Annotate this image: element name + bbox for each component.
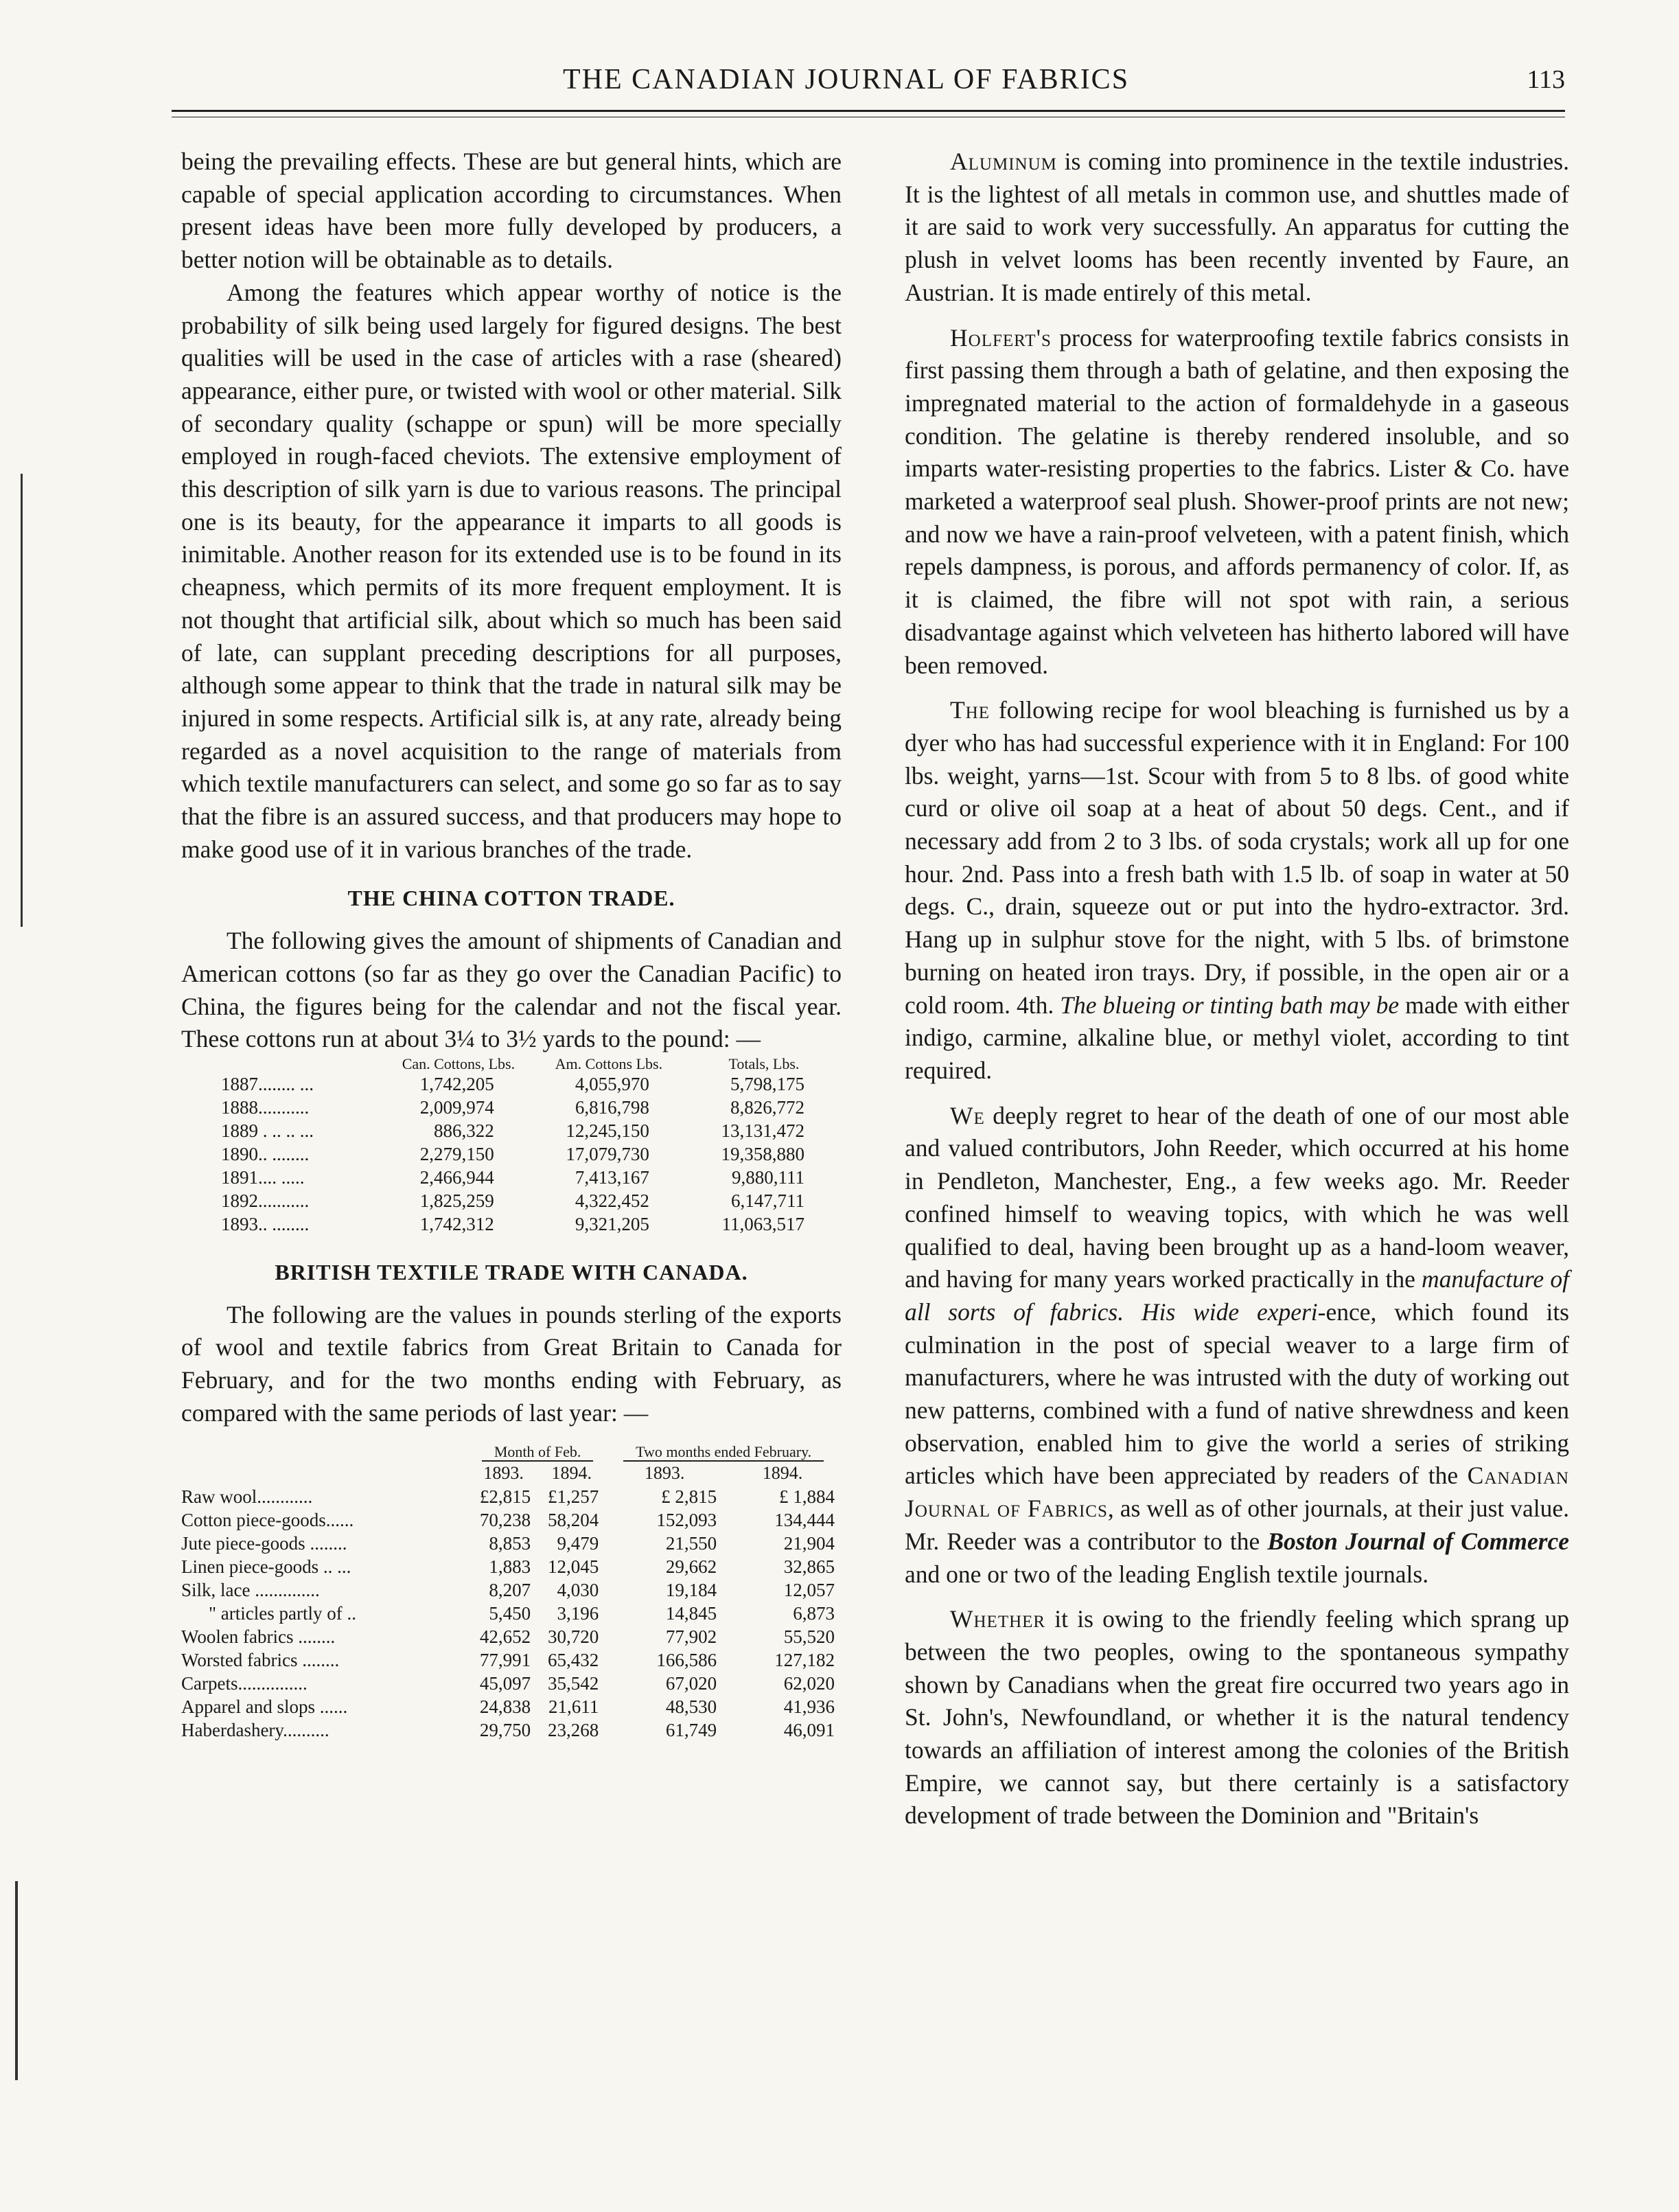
year-header: 1893. [644,1462,685,1483]
table-row: 1890.. ........ 2,279,150 17,079,730 19,358,880 [221,1143,804,1164]
margin-line-lower [15,1881,18,2080]
year-header-row [181,1462,842,1485]
two-months-header: Two months ended February. [605,1444,842,1462]
page-number: 113 [1527,65,1565,94]
british-trade-heading: BRITISH TEXTILE TRADE WITH CANADA. [275,1259,748,1284]
paragraph-silk-features: Among the features which appear worthy of notice is the probability of silk being used largely for figured designs. The best qualities will be used in the case of articles with a rase (sheared) appearance, either pure, or twisted with wool or other material. Silk of secondary quality (schappe or spun) will be more specially employed in rough-faced cheviots. The extensive employment of this description of silk yarn is due to various reasons. The principal one is its beauty, for the appearance it imparts to all goods is inimitable. Another reason for its extended use is to be found in its cheapness, which permits of its more frequent employment. It is not thought that artificial silk, about which so much has been said of late, can supplant preceding descriptions for all purposes, although some appear to think that the trade in natural silk may be injured in some respects. Artificial silk is, at any rate, already being regarded as a novel acquisition to the range of materials from which textile manufacturers can select, and some go so far as to say that the fibre is an assured success, and that producers may hope to make good use of it in various branches of the trade. [181,278,842,863]
table-row: " articles partly of .. 5,450 3,196 14,845 6,873 [209,1602,835,1624]
china-cotton-intro: The following gives the amount of shipments of Canadian and American cottons (so far as they go over the Canadian Pacific) to China, the figures being for the calendar and not the fiscal year. These cottons run at about 3¼ to 3½ yards to the pound: — [181,927,842,1053]
table-row: Woolen fabrics ........ 42,652 30,720 77,902 55,520 [181,1626,835,1647]
left-column [181,146,842,1742]
header-rule [172,110,1565,112]
british-exports-table [181,1444,842,1742]
table-row: Apparel and slops ...... 24,838 21,611 48,530 41,936 [181,1696,835,1717]
column-header: Am. Cottons Lbs. [555,1055,663,1072]
table-row: Silk, lace .............. 8,207 4,030 19,184 12,057 [181,1579,835,1600]
china-cotton-heading: THE CHINA COTTON TRADE. [347,886,675,911]
table-row: Haberdashery.......... 29,750 23,268 61,749 46,091 [181,1719,835,1740]
right-column [905,146,1569,1832]
column-header: Can. Cottons, Lbs. [402,1055,516,1072]
table-row: 1887........ ... 1,742,205 4,055,970 5,798,175 [221,1073,804,1094]
year-header: 1893. [483,1462,524,1483]
table-row: 1893.. ........ 1,742,312 9,321,205 11,063,517 [221,1213,804,1234]
table-row: Raw wool............ £2,815 £1,257 £ 2,815 £ 1,884 [181,1486,835,1507]
table-row: Jute piece-goods ........ 8,853 9,479 21,550 21,904 [181,1532,835,1554]
table-row: Carpets............... 45,097 35,542 67,020 62,020 [181,1672,835,1694]
table-header-row [181,1056,842,1072]
paragraph-wool-bleaching: The following recipe for wool bleaching is furnished us by a dyer who has had successful experience with it in England: For 100 lbs. weight, yarns—1st. Scour with from 5 to 8 lbs. of good white curd or olive oil soap at a heat of about 50 degs. Cent., and if necessary add from 2 to 3 lbs. of soda crystals; work all up for one hour. 2nd. Pass into a fresh bath with 1.5 lb. of soap in water at 50 degs. C., drain, squeeze out or put into the hydro-extractor. 3rd. Hang up in sulphur stove for the night, with 5 lbs. of brimstone burning on heated iron trays. Dry, if possible, in the open air or a cold room. 4th. The blueing or tinting bath may be made with either indigo, carmine, alkaline blue, or methyl violet, according to tint required. [905,696,1569,1084]
paragraph-holfert: Holfert's process for waterproofing textile fabrics consists in first passing them through a bath of gelatine, and then exposing the impregnated material to the action of formaldehyde in a gaseous condition. The gelatine is thereby rendered insoluble, and so imparts water-resisting properties to the fabrics. Lister & Co. have marketed a waterproof seal plush. Shower-proof prints are not new; and now we have a rain-proof velveteen, with a patent finish, which repels dampness, is porous, and affords permanency of color. If, as it is claimed, the fibre will not spot with rain, a serious disadvantage against which velveteen has hitherto labored will have been removed. [905,323,1569,679]
british-trade-intro: The following are the values in pounds sterling of the exports of wool and textile fabrics from Great Britain to Canada for February, and for the two months ending with February, as compared with the same periods of last year: — [181,1300,842,1427]
table-row: Cotton piece-goods...... 70,238 58,204 152,093 134,444 [181,1509,835,1530]
table-row: 1888........... 2,009,974 6,816,798 8,826,772 [221,1096,804,1118]
paragraph-reeder-obituary: We deeply regret to hear of the death of one of our most able and valued contributors, John Reeder, which occurred at his home in Pendleton, Manchester, Eng., a few weeks ago. Mr. Reeder confined himself to weaving topics, with which he was well qualified to deal, having been brought up as a hand-loom weaver, and having for many years worked practically in the manufacture of all sorts of fabrics. His wide experi-ence, which found its culmination in the post of special weaver to a large firm of manufacturers, where he was intrusted with the duty of working out new patterns, combined with a fund of native shrewdness and keen observation, enabled him to give the world a series of striking articles which have been appreciated by readers of the Canadian Journal of Fabrics, as well as of other journals, at their just value. Mr. Reeder was a contributor to the Boston Journal of Commerce and one or two of the leading English textile journals. [905,1101,1570,1588]
column-header: Totals, Lbs. [728,1055,800,1072]
table-row: 1892........... 1,825,259 4,322,452 6,147,711 [221,1190,804,1211]
table-row: 1891.... ..... 2,466,944 7,413,167 9,880,111 [221,1166,804,1188]
column-header [181,1056,386,1072]
paragraph-trade-development: Whether it is owing to the friendly feeling which sprang up between the two peoples, owing to the spontaneous sympathy shown by Canadians when the great fire occurred two years ago in St. John's, Newfoundland, or whether it is the natural tendency towards an affiliation of interest among the colonies of the British Empire, we cannot say, but there certainly is a satisfactory development of trade between the Dominion and "Britain's [905,1605,1569,1830]
running-header [172,63,1565,104]
table-row: Linen piece-goods .. ... 1,883 12,045 29,662 32,865 [181,1556,835,1577]
journal-title: THE CANADIAN JOURNAL OF FABRICS [563,64,1130,95]
margin-line [21,474,23,927]
paragraph-prevailing-effects: being the prevailing effects. These are but general hints, which are capable of special application according to circumstances. When present ideas have been more fully developed by producers, a better notion will be obtainable as to details. [181,148,842,274]
china-shipments-table [181,1056,842,1236]
month-of-feb-header: Month of Feb. [470,1444,605,1462]
table-row: 1889 . .. .. ... 886,322 12,245,150 13,131,472 [221,1120,804,1141]
table-row: Worsted fabrics ........ 77,991 65,432 166,586 127,182 [181,1649,835,1670]
year-header: 1894. [551,1462,592,1483]
paragraph-aluminum: Aluminum is coming into prominence in the textile industries. It is the lightest of all metals in common use, and shuttles made of it are said to work very successfully. An apparatus for cutting the plush in velvet looms has been recently invented by Faure, an Austrian. It is made entirely of this metal. [905,148,1569,306]
year-header: 1894. [762,1462,803,1483]
